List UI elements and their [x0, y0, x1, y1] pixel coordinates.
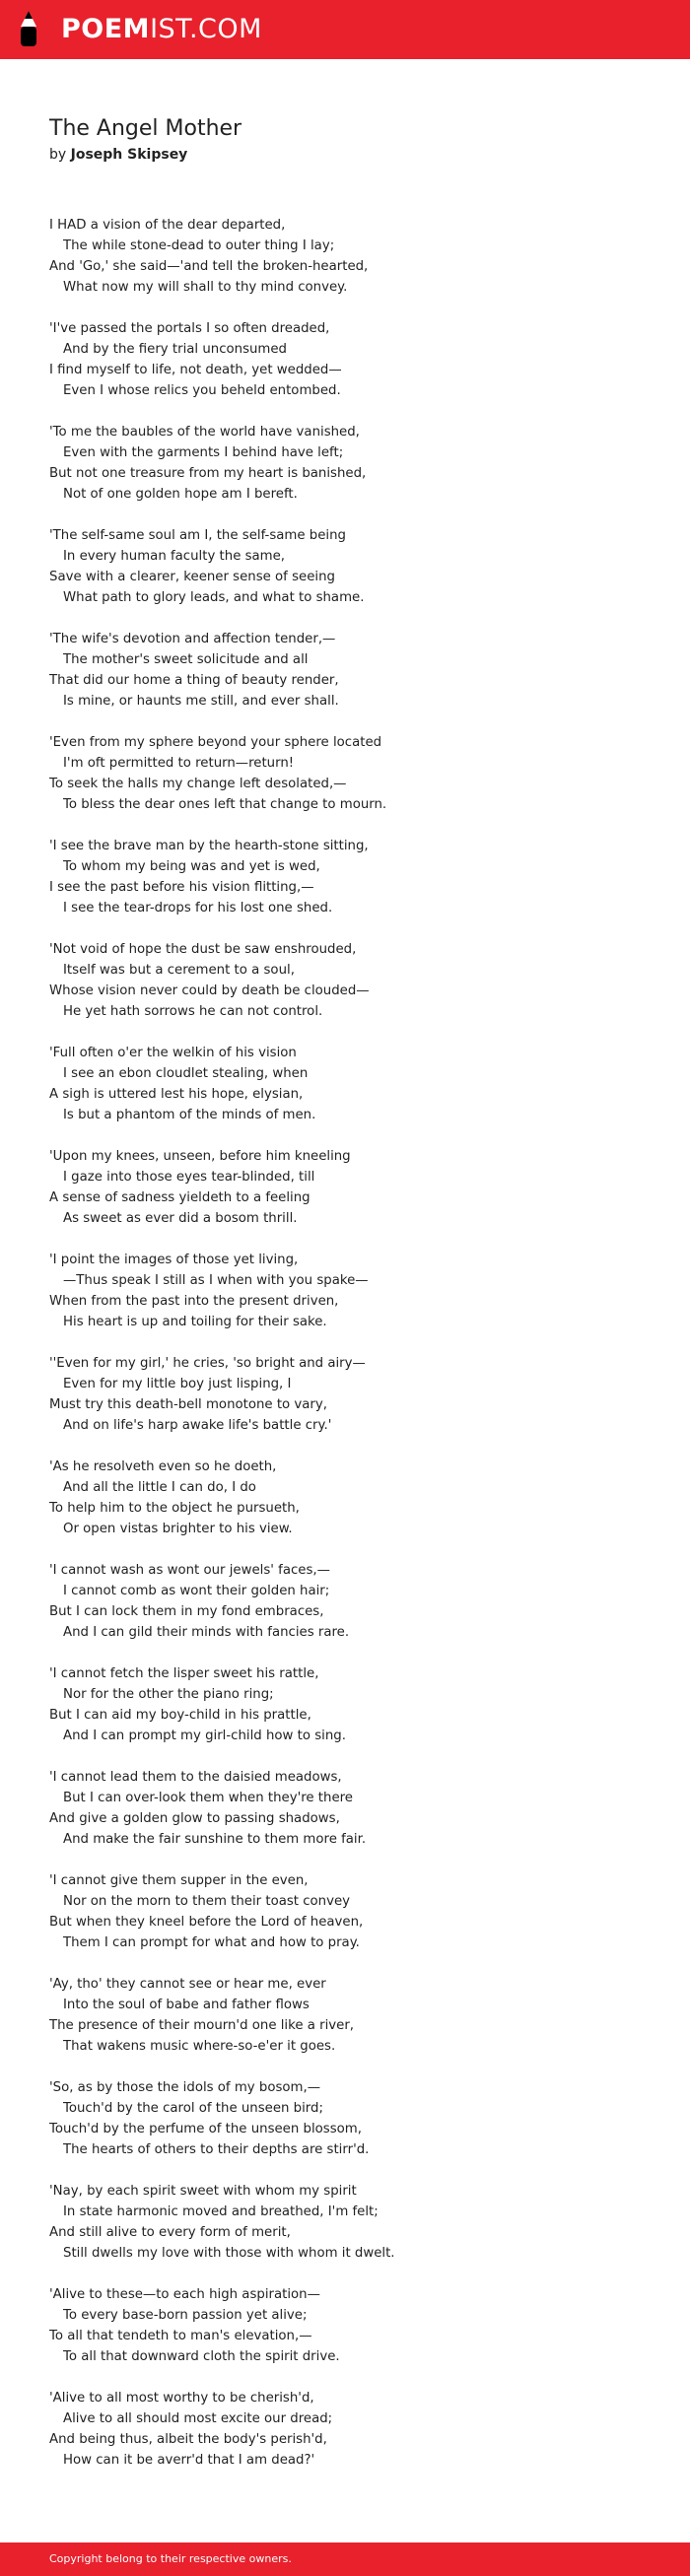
poem-line: A sense of sadness yieldeth to a feeling	[49, 1190, 310, 1205]
poem-line: The hearts of others to their depths are stirr'd.	[63, 2142, 370, 2157]
logo-strong-text: POEM	[61, 14, 151, 44]
poem-line: 'Nay, by each spirit sweet with whom my spirit	[49, 2184, 357, 2199]
stanza	[49, 1663, 660, 1746]
byline	[49, 145, 187, 165]
stanza	[49, 1974, 660, 2057]
poem-line: And give a golden glow to passing shadows,	[49, 1811, 340, 1826]
poem-line: As sweet as ever did a bosom thrill.	[63, 1211, 298, 1226]
poem-line: When from the past into the present driven,	[49, 1294, 339, 1309]
stanza	[49, 939, 660, 1022]
poem-line: And still alive to every form of merit,	[49, 2225, 291, 2240]
poem-line: In every human faculty the same,	[63, 549, 286, 564]
poem-line: 'I cannot give them supper in the even,	[49, 1873, 309, 1888]
poem-line: And 'Go,' she said—'and tell the broken-hearted,	[49, 259, 369, 274]
poem-line: Or open vistas brighter to his view.	[63, 1522, 293, 1536]
poem-line: What now my will shall to thy mind convey.	[63, 280, 348, 295]
stanza	[49, 2077, 660, 2160]
poem-line: To every base-born passion yet alive;	[63, 2308, 308, 2323]
poem-line: Even with the garments I behind have left;	[63, 445, 344, 460]
poem-line: Touch'd by the perfume of the unseen blossom,	[49, 2122, 362, 2136]
poem-line: 'Alive to all most worthy to be cherish'd,	[49, 2391, 314, 2406]
poem-line: ''Even for my girl,' he cries, 'so bright and airy—	[49, 1356, 366, 1371]
poem-line: 'I point the images of those yet living,	[49, 1253, 299, 1267]
poem-line: 'I see the brave man by the hearth-stone sitting,	[49, 839, 369, 853]
poem-line: That wakens music where-so-e'er it goes.	[63, 2039, 336, 2054]
poem-line: 'Alive to these—to each high aspiration—	[49, 2287, 320, 2302]
poem-line: Is but a phantom of the minds of men.	[63, 1108, 316, 1122]
stanza	[49, 1767, 660, 1850]
poem-line: To seek the halls my change left desolated,—	[49, 777, 347, 791]
poem-line: The while stone-dead to outer thing I lay;	[63, 238, 335, 253]
stanza	[49, 215, 660, 298]
poem-line: But when they kneel before the Lord of heaven,	[49, 1915, 364, 1930]
stanza	[49, 318, 660, 401]
poem-line: Still dwells my love with those with whom it dwelt.	[63, 2246, 395, 2261]
poem-line: I cannot comb as wont their golden hair;	[63, 1584, 330, 1598]
site-footer	[0, 2542, 690, 2576]
poem-line: Even I whose relics you beheld entombed.	[63, 383, 341, 398]
poem-line: 'Full often o'er the welkin of his vision	[49, 1046, 297, 1060]
poem-line: His heart is up and toiling for their sake.	[63, 1315, 327, 1329]
poem-line: Not of one golden hope am I bereft.	[63, 487, 298, 502]
poem-line: And I can gild their minds with fancies rare.	[63, 1625, 350, 1640]
by-label: by	[49, 147, 67, 163]
poem-line: 'The self-same soul am I, the self-same being	[49, 528, 346, 543]
poem-line: Nor on the morn to them their toast convey	[63, 1894, 351, 1909]
poem-line: 'Not void of hope the dust be saw enshrouded,	[49, 942, 357, 957]
copyright-text: Copyright belong to their respective owners.	[49, 2552, 292, 2565]
poem-line: How can it be averr'd that I am dead?'	[63, 2453, 315, 2468]
poem-line: But not one treasure from my heart is banished,	[49, 466, 367, 481]
stanza	[49, 2388, 660, 2471]
poem-line: 'Ay, tho' they cannot see or hear me, ever	[49, 1977, 326, 1992]
poem-line: Whose vision never could by death be clouded—	[49, 983, 370, 998]
pen-nib-icon	[18, 10, 39, 49]
poem-line: 'I've passed the portals I so often dreaded,	[49, 321, 330, 336]
stanza	[49, 2181, 660, 2264]
poem-line: Them I can prompt for what and how to pray.	[63, 1935, 360, 1950]
poem-line: I HAD a vision of the dear departed,	[49, 218, 286, 233]
poem-line: To help him to the object he pursueth,	[49, 1501, 300, 1516]
poem-line: 'So, as by those the idols of my bosom,—	[49, 2080, 321, 2095]
stanza	[49, 836, 660, 918]
poem-line: I gaze into those eyes tear-blinded, till	[63, 1170, 315, 1185]
site-logo[interactable]	[61, 13, 262, 46]
poem-line: Alive to all should most excite our dread;	[63, 2411, 333, 2426]
stanza	[49, 1043, 660, 1125]
poem-line: That did our home a thing of beauty render,	[49, 673, 339, 688]
poem-line: Touch'd by the carol of the unseen bird;	[63, 2101, 323, 2116]
stanza	[49, 1870, 660, 1953]
stanza	[49, 629, 660, 712]
poem-line: I find myself to life, not death, yet wedded—	[49, 363, 342, 377]
poem-line: The mother's sweet solicitude and all	[63, 652, 309, 667]
poem-line: Must try this death-bell monotone to vary,	[49, 1397, 327, 1412]
poem-line: I see an ebon cloudlet stealing, when	[63, 1066, 309, 1081]
poem-line: Even for my little boy just lisping, I	[63, 1377, 292, 1391]
poem-body	[49, 215, 660, 2491]
stanza	[49, 732, 660, 815]
poem-line: But I can lock them in my fond embraces,	[49, 1604, 324, 1619]
poem-line: He yet hath sorrows he can not control.	[63, 1004, 323, 1019]
poem-line: And I can prompt my girl-child how to sing.	[63, 1729, 346, 1743]
poem-line: 'I cannot wash as wont our jewels' faces,—	[49, 1563, 330, 1578]
poem-line: What path to glory leads, and what to shame.	[63, 590, 365, 605]
poem-line: To all that downward cloth the spirit drive.	[63, 2349, 340, 2364]
stanza	[49, 1250, 660, 1332]
poem-line: Into the soul of babe and father flows	[63, 1998, 310, 2012]
poem-line: I'm oft permitted to return—return!	[63, 756, 295, 771]
poem-line: To bless the dear ones left that change to mourn.	[63, 797, 387, 812]
poem-line: A sigh is uttered lest his hope, elysian,	[49, 1087, 304, 1102]
poem-line: 'Even from my sphere beyond your sphere located	[49, 735, 382, 750]
stanza	[49, 525, 660, 608]
poem-line: And all the little I can do, I do	[63, 1480, 256, 1495]
poem-line: And by the fiery trial unconsumed	[63, 342, 287, 357]
author-name[interactable]: Joseph Skipsey	[70, 147, 188, 163]
poem-line: To whom my being was and yet is wed,	[63, 859, 320, 874]
poem-line: To all that tendeth to man's elevation,—	[49, 2329, 312, 2343]
logo-light-text: IST.COM	[150, 14, 262, 44]
poem-line: And being thus, albeit the body's perish'd,	[49, 2432, 327, 2447]
poem-line: 'Upon my knees, unseen, before him kneeling	[49, 1149, 351, 1164]
stanza	[49, 422, 660, 505]
poem-line: Nor for the other the piano ring;	[63, 1687, 274, 1702]
poem-line: In state harmonic moved and breathed, I'm felt;	[63, 2204, 379, 2219]
stanza	[49, 1560, 660, 1643]
poem-line: —Thus speak I still as I when with you spake—	[63, 1273, 369, 1288]
poem-line: 'To me the baubles of the world have vanished,	[49, 425, 360, 440]
poem-line: I see the past before his vision flitting,—	[49, 880, 314, 895]
stanza	[49, 1353, 660, 1436]
poem-title: The Angel Mother	[49, 116, 242, 141]
stanza	[49, 1146, 660, 1229]
site-header	[0, 0, 690, 59]
poem-line: And make the fair sunshine to them more fair.	[63, 1832, 367, 1847]
poem-line: But I can over-look them when they're there	[63, 1791, 353, 1805]
poem-line: Is mine, or haunts me still, and ever shall.	[63, 694, 339, 709]
poem-line: 'I cannot fetch the lisper sweet his rattle,	[49, 1666, 319, 1681]
poem-line: But I can aid my boy-child in his prattle,	[49, 1708, 311, 1723]
poem-line: Save with a clearer, keener sense of seeing	[49, 570, 335, 584]
poem-line: 'I cannot lead them to the daisied meadows,	[49, 1770, 342, 1785]
poem-line: 'As he resolveth even so he doeth,	[49, 1459, 277, 1474]
poem-line: Itself was but a cerement to a soul,	[63, 963, 295, 978]
stanza	[49, 2284, 660, 2367]
stanza	[49, 1457, 660, 1539]
poem-line: I see the tear-drops for his lost one shed.	[63, 901, 333, 915]
poem-line: 'The wife's devotion and affection tender,—	[49, 632, 336, 646]
poem-line: And on life's harp awake life's battle cry.'	[63, 1418, 332, 1433]
poem-line: The presence of their mourn'd one like a river,	[49, 2018, 355, 2033]
